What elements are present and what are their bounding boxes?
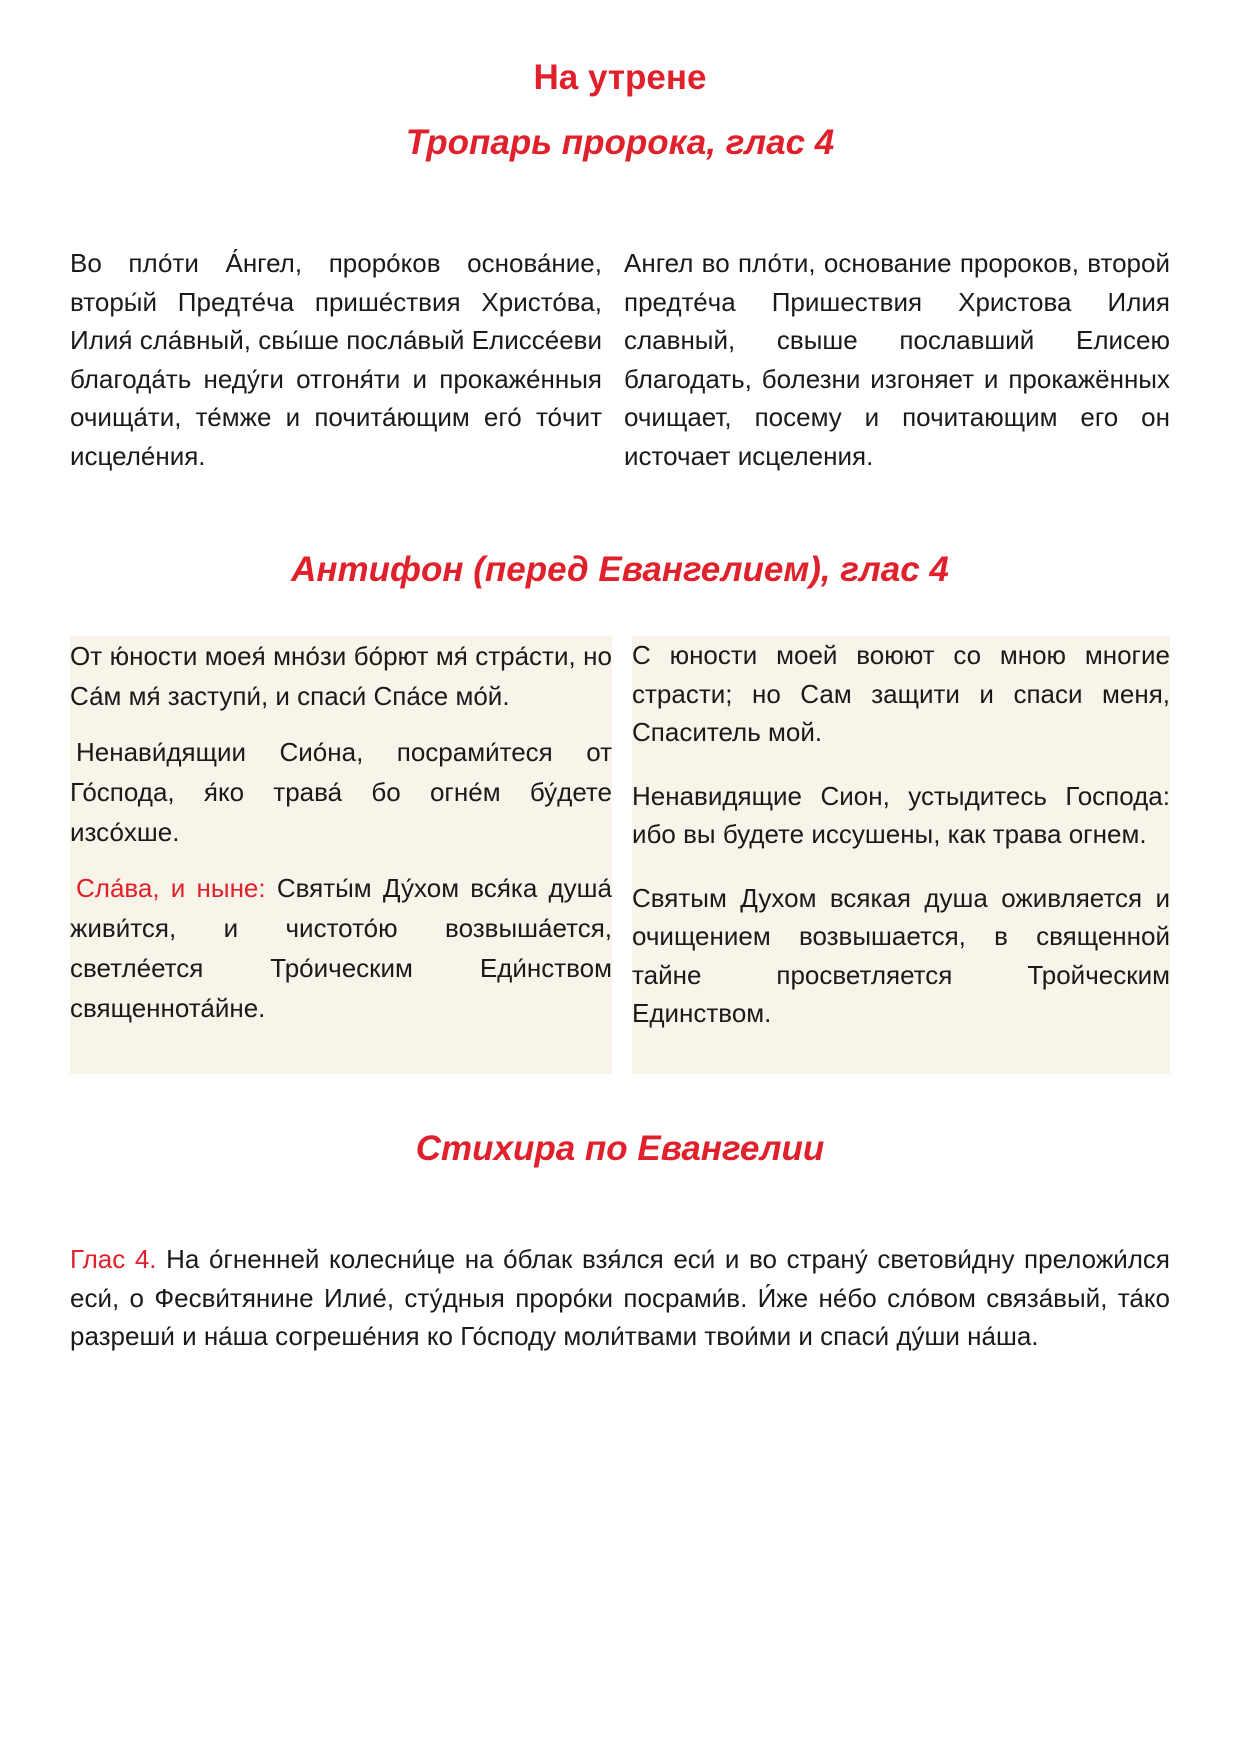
antiphon-russian-verse-1: С юности моей воюют со мною многие страсти; но Сам защити и спаси меня, Спаситель мой. (632, 640, 1170, 747)
troparion-slavonic (70, 244, 602, 475)
sticheron-text-block (70, 1240, 1170, 1356)
tone-label: Глас 4. (70, 1244, 157, 1274)
antiphon-slavonic (70, 636, 612, 1074)
antiphon-title: Антифон (перед Евангелием), глас 4 (291, 550, 949, 589)
antiphon-russian (632, 636, 1170, 1074)
page-title: На утрене (533, 58, 707, 97)
sticheron-text: На о́гненней колесни́це на о́блак взя́лся еси́ и во страну́ светови́дну преложи́лся еси́, о Фесви́тянине Илие́, сту́дныя проро́ки посрами́в. И́же не́бо сло́вом связа́вый, та́ко разреши́ и на́ша согреше́ния ко Го́споду моли́твами твои́ми и спаси́ ду́ши на́ша. (70, 1244, 1170, 1351)
sticheron-paragraph (70, 1240, 1170, 1356)
antiphon-slavonic-verse-2: Ненави́дящии Сио́на, посрами́теся от Го́спода, я́ко трава́ бо огне́м бу́дете изсо́хше. (70, 737, 612, 847)
sticheron-title: Стихира по Евангелии (415, 1129, 825, 1168)
antiphon-slavonic-verse-3 (70, 868, 612, 1028)
glory-label: Сла́ва, и ныне: (76, 873, 266, 903)
antiphon-russian-verse-3: Святым Духом всякая душа оживляется и очищением возвышается, в священной тайне просветляется Тройческим Единством. (632, 882, 1170, 1028)
troparion-russian-text: Ангел во пло́ти, основание пророков, второй предте́ча Пришествия Христова Илия славный, свыше пославший Елисею благодать, болезни изгоняет и прокажённых очищает, посему и почитающим его он источает исцеления. (624, 248, 1170, 471)
antiphon-slavonic-verse-3-text: Святы́м Ду́хом вся́ка душа́ живи́тся, и чистото́ю возвыша́ется, светле́ется Тро́ическим Еди́нством священнота́йне. (70, 873, 612, 1023)
troparion-title: Тропарь пророка, глас 4 (405, 123, 835, 162)
antiphon-russian-verse-2: Ненавидящие Сион, устыдитесь Господа: ибо вы будете иссушены, как трава огнем. (632, 780, 1170, 849)
troparion-slavonic-text: Во пло́ти А́нгел, проро́ков основа́ние, вторы́й Предте́ча прише́ствия Христо́ва, Илия́ сла́вный, свы́ше посла́вый Елиссе́еви благода́ть неду́ги отгоня́ти и прокаже́нныя очища́ти, те́мже и почита́ющим его́ то́чит исцеле́ния. (70, 248, 602, 471)
troparion-russian (624, 244, 1170, 475)
antiphon-slavonic-verse-1: От ю́ности моея́ мно́зи бо́рют мя́ стра́сти, но Са́м мя́ заступи́, и спаси́ Спа́се мо́й. (70, 641, 612, 711)
